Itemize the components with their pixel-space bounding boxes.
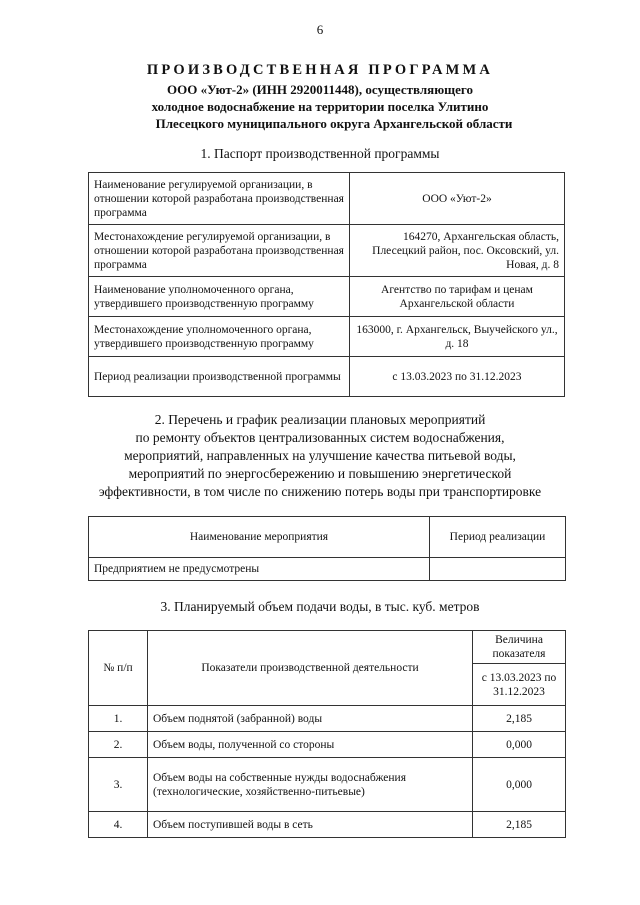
table-row	[89, 558, 566, 581]
row-number: 1.	[89, 706, 148, 732]
column-header-period: Период реализации	[430, 517, 566, 558]
passport-label: Наименование регулируемой организации, в отношении которой разработана производственная программа	[89, 173, 350, 225]
row-indicator: Объем поступившей воды в сеть	[148, 812, 473, 838]
table-row	[89, 357, 565, 397]
table-row	[89, 758, 566, 812]
row-value: 0,000	[473, 758, 566, 812]
section-2-heading-line: по ремонту объектов централизованных систем водоснабжения,	[135, 430, 505, 445]
passport-label: Местонахождение регулируемой организации, в отношении которой разработана производственная программа	[89, 225, 350, 277]
row-number: 2.	[89, 732, 148, 758]
table-row	[89, 277, 565, 317]
table-row	[89, 812, 566, 838]
title-line-1: ПРОИЗВОДСТВЕННАЯ ПРОГРАММА	[146, 62, 494, 78]
column-header-name: Наименование мероприятия	[89, 517, 430, 558]
passport-value: Агентство по тарифам и ценам Архангельской области	[350, 277, 565, 317]
document-title	[0, 62, 640, 132]
passport-value: с 13.03.2023 по 31.12.2023	[350, 357, 565, 397]
table-header-row	[89, 517, 566, 558]
passport-label: Наименование уполномоченного органа, утвердившего производственную программу	[89, 277, 350, 317]
column-header-value: Величина показателя	[473, 631, 566, 664]
section-3-heading: 3. Планируемый объем подачи воды, в тыс. куб. метров	[160, 599, 480, 614]
section-2-heading-line: мероприятий, направленных на улучшение качества питьевой воды,	[124, 448, 516, 463]
table-header-row	[89, 631, 566, 664]
section-2-heading-line: эффективности, в том числе по снижению потерь воды при транспортировке	[98, 484, 542, 499]
passport-value: 164270, Архангельская область, Плесецкий район, пос. Оксовский, ул. Новая, д. 8	[350, 225, 565, 277]
table-row	[89, 317, 565, 357]
passport-table	[88, 172, 565, 397]
section-2-heading	[0, 411, 640, 501]
row-number: 3.	[89, 758, 148, 812]
row-value: 2,185	[473, 706, 566, 732]
column-header-num: № п/п	[89, 631, 148, 706]
table-row	[89, 732, 566, 758]
table-row	[89, 225, 565, 277]
passport-label: Местонахождение уполномоченного органа, утвердившего производственную программу	[89, 317, 350, 357]
section-2-heading-line: 2. Перечень и график реализации плановых мероприятий	[154, 412, 486, 427]
row-value: 2,185	[473, 812, 566, 838]
title-line-3: холодное водоснабжение на территории поселка Улитино	[151, 99, 489, 114]
title-line-4: Плесецкого муниципального округа Архангельской области	[155, 116, 513, 131]
row-indicator: Объем воды, полученной со стороны	[148, 732, 473, 758]
passport-value: ООО «Уют-2»	[350, 173, 565, 225]
passport-label: Период реализации производственной программы	[89, 357, 350, 397]
volume-table	[88, 630, 566, 838]
column-header-period: с 13.03.2023 по 31.12.2023	[473, 664, 566, 706]
measure-period	[430, 558, 566, 581]
page-number: 6	[316, 22, 324, 37]
title-line-2: ООО «Уют-2» (ИНН 2920011448), осуществляющего	[167, 82, 473, 97]
passport-value: 163000, г. Архангельск, Выучейского ул., д. 18	[350, 317, 565, 357]
section-2-heading-line: мероприятий по энергосбережению и повышению энергетической	[128, 466, 512, 481]
row-value: 0,000	[473, 732, 566, 758]
row-indicator: Объем воды на собственные нужды водоснабжения (технологические, хозяйственно-питьевые)	[148, 758, 473, 812]
measures-table	[88, 516, 566, 581]
measure-text: Предприятием не предусмотрены	[89, 558, 430, 581]
column-header-indicator: Показатели производственной деятельности	[148, 631, 473, 706]
row-number: 4.	[89, 812, 148, 838]
table-row	[89, 706, 566, 732]
row-indicator: Объем поднятой (забранной) воды	[148, 706, 473, 732]
table-row	[89, 173, 565, 225]
section-1-heading: 1. Паспорт производственной программы	[200, 146, 440, 161]
